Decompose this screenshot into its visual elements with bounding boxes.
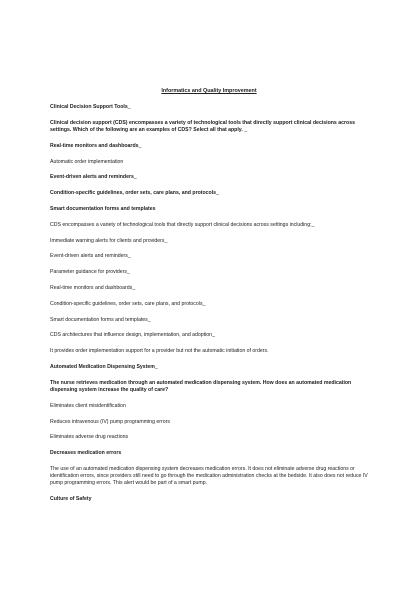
line-text: Real-time monitors and dashboards [50, 284, 133, 291]
line-text: Condition-specific guidelines, order sets, care plans, and protocols [50, 300, 203, 307]
line-mark: _ [127, 269, 130, 276]
line-text: CDS architectures that influence design, implementation, and adoption [50, 332, 213, 339]
document-line [50, 238, 368, 245]
document-body [50, 104, 368, 503]
document-line [50, 434, 368, 441]
document-line [50, 120, 368, 134]
line-mark: _ [127, 253, 131, 260]
line-text: Clinical decision support (CDS) encompasses a variety of technological tools that directly support clinical decisions across settings. Which of the following are an examples of CDS? Select all that apply. [50, 119, 355, 133]
line-mark: _ [202, 300, 206, 307]
line-text: Reduces intravenous (IV) pump programming errors [50, 418, 170, 425]
line-text: Condition-specific guidelines, order sets, care plans, and protocols [50, 190, 217, 197]
line-mark: _ [127, 104, 131, 110]
line-mark: _ [164, 237, 168, 244]
document-line [50, 348, 368, 355]
line-text: Eliminates client misidentification [50, 402, 126, 409]
document-line [50, 174, 368, 181]
line-text: It provides order implementation support for a provider but not the automatic initiation of orders. [50, 348, 269, 355]
line-text: Smart documentation forms and templates [50, 316, 148, 323]
document-line [50, 332, 368, 339]
line-text: The nurse retrieves medication through an automated medication dispensing system. How does an automated medication dispensing system increase the quality of care? [50, 379, 352, 393]
line-text: Automatic order implementation [50, 158, 124, 165]
document-line [50, 403, 368, 410]
line-mark: _ [154, 363, 158, 370]
document-line [50, 419, 368, 426]
line-text: Immediate warning alerts for clients and providers [50, 237, 165, 244]
line-text: Parameter guidance for providers [50, 269, 127, 276]
line-mark: _ [132, 284, 136, 291]
document-line [50, 285, 368, 292]
document-line [50, 253, 368, 260]
document-line [50, 364, 368, 371]
document-line [50, 450, 368, 457]
line-text: CDS encompasses a variety of technological tools that directly support clinical decisions across settings including: [50, 221, 312, 228]
line-text: Event-driven alerts and reminders [50, 174, 134, 181]
document-line [50, 496, 368, 503]
line-text: The use of an automated medication dispensing system decreases medication errors. It does not eliminate adverse drug reactions or identification errors, since providers still need to go through the medication administration checks at the bedside. It also does not reduce IV pump programming errors. This alert would be part of a smart pump. [50, 465, 368, 487]
document-line [50, 143, 368, 150]
line-text: Culture of Safety [50, 496, 92, 503]
document-line [50, 159, 368, 166]
line-text: Smart documentation forms and templates [50, 205, 156, 212]
document-line [50, 104, 368, 111]
line-text: Event-driven alerts and reminders [50, 253, 128, 260]
document-title: Informatics and Quality Improvement [161, 88, 257, 94]
line-mark: _ [311, 221, 315, 228]
line-text: Eliminates adverse drug reactions [50, 434, 129, 441]
line-mark: _ [212, 332, 215, 339]
document-line [50, 222, 368, 229]
document-line [50, 301, 368, 308]
line-text: Decreases medication errors [50, 450, 122, 457]
document-line [50, 380, 368, 394]
document-line [50, 317, 368, 324]
document-page [50, 88, 368, 512]
line-mark: _ [138, 142, 142, 149]
line-mark: _ [216, 190, 219, 197]
line-mark: _ [147, 316, 151, 323]
line-text: Automated Medication Dispensing System [50, 363, 155, 370]
document-line [50, 206, 368, 213]
line-text: Real-time monitors and dashboards [50, 142, 139, 149]
line-mark: _ [133, 174, 137, 181]
document-line [50, 269, 368, 276]
line-text: Clinical Decision Support Tools [50, 104, 128, 110]
line-mark: _ [242, 127, 248, 133]
document-line [50, 466, 368, 488]
document-line [50, 190, 368, 197]
